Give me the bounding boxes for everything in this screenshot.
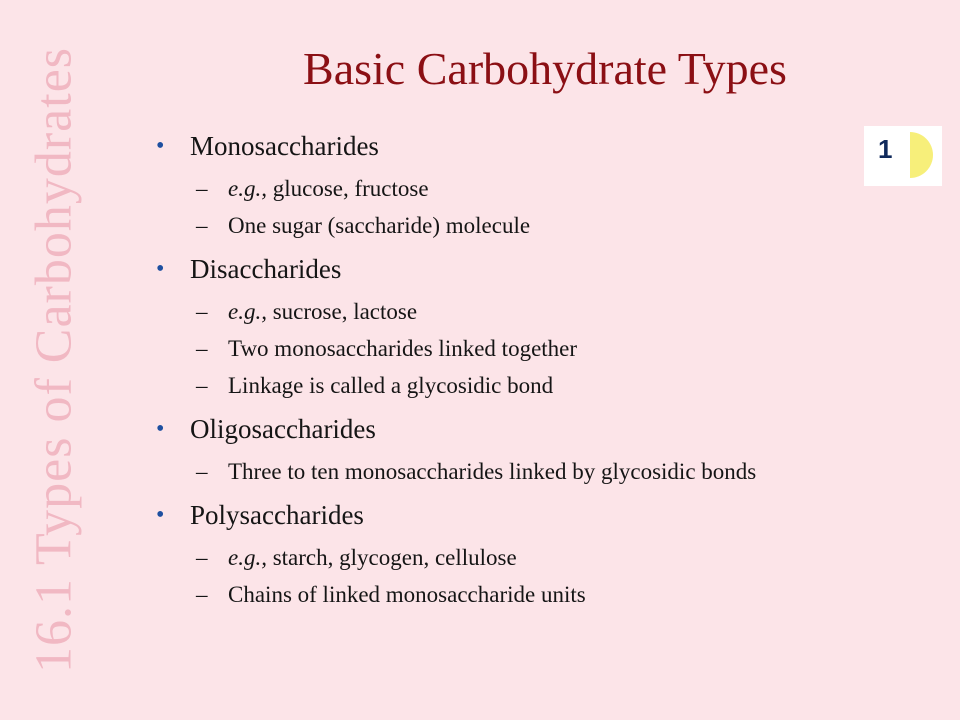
dash-icon: –: [196, 459, 208, 484]
example-prefix: e.g.,: [228, 299, 267, 324]
half-moon-icon: [906, 130, 938, 180]
bullet-section: [150, 249, 890, 399]
dash-icon: –: [196, 299, 208, 324]
sub-bullet: [150, 335, 890, 362]
sub-bullet: [150, 581, 890, 608]
sub-bullet-text: glucose, fructose: [266, 176, 429, 201]
sub-bullet-text: Three to ten monosaccharides linked by glycosidic bonds: [228, 459, 757, 484]
dash-icon: –: [196, 176, 208, 201]
dash-icon: –: [196, 373, 208, 398]
bullet-heading-text: Disaccharides: [190, 254, 342, 284]
bullet-section: [150, 409, 890, 485]
sub-bullet-text: sucrose, lactose: [266, 299, 418, 324]
sub-bullet-text: One sugar (saccharide) molecule: [228, 213, 531, 238]
bullet-heading-text: Oligosaccharides: [190, 414, 376, 444]
bullet-icon: •: [156, 416, 165, 442]
dash-icon: –: [196, 545, 208, 570]
sub-bullet-text: starch, glycogen, cellulose: [266, 545, 517, 570]
sub-bullet-text: Chains of linked monosaccharide units: [228, 582, 586, 607]
sub-bullet: [150, 372, 890, 399]
bullet-icon: •: [156, 133, 165, 159]
slide-title: Basic Carbohydrate Types: [303, 43, 787, 94]
sub-bullet: [150, 298, 890, 325]
sub-bullet-text: Two monosaccharides linked together: [228, 336, 578, 361]
sub-bullet: [150, 544, 890, 571]
dash-icon: –: [196, 213, 208, 238]
side-title: 16.1 Types of Carbohydrates: [25, 46, 83, 674]
bullet-heading-text: Monosaccharides: [190, 131, 379, 161]
bullet-heading-text: Polysaccharides: [190, 500, 364, 530]
dash-icon: –: [196, 582, 208, 607]
bullet-heading: [150, 126, 893, 166]
example-prefix: e.g.,: [228, 176, 267, 201]
bullet-icon: •: [156, 256, 165, 282]
bullet-heading: [150, 409, 890, 449]
bullet-list: [150, 126, 893, 618]
sub-bullet: [150, 458, 890, 485]
sub-bullet-text: Linkage is called a glycosidic bond: [228, 373, 554, 398]
dash-icon: –: [196, 336, 208, 361]
bullet-heading: [150, 249, 890, 289]
sub-bullet: [150, 175, 890, 202]
bullet-heading: [150, 495, 890, 535]
bullet-section: [150, 495, 890, 608]
bullet-icon: •: [156, 502, 165, 528]
badge-number: 1: [878, 134, 893, 164]
example-prefix: e.g.,: [228, 545, 267, 570]
sub-bullet: [150, 212, 890, 239]
bullet-section: [150, 126, 893, 239]
